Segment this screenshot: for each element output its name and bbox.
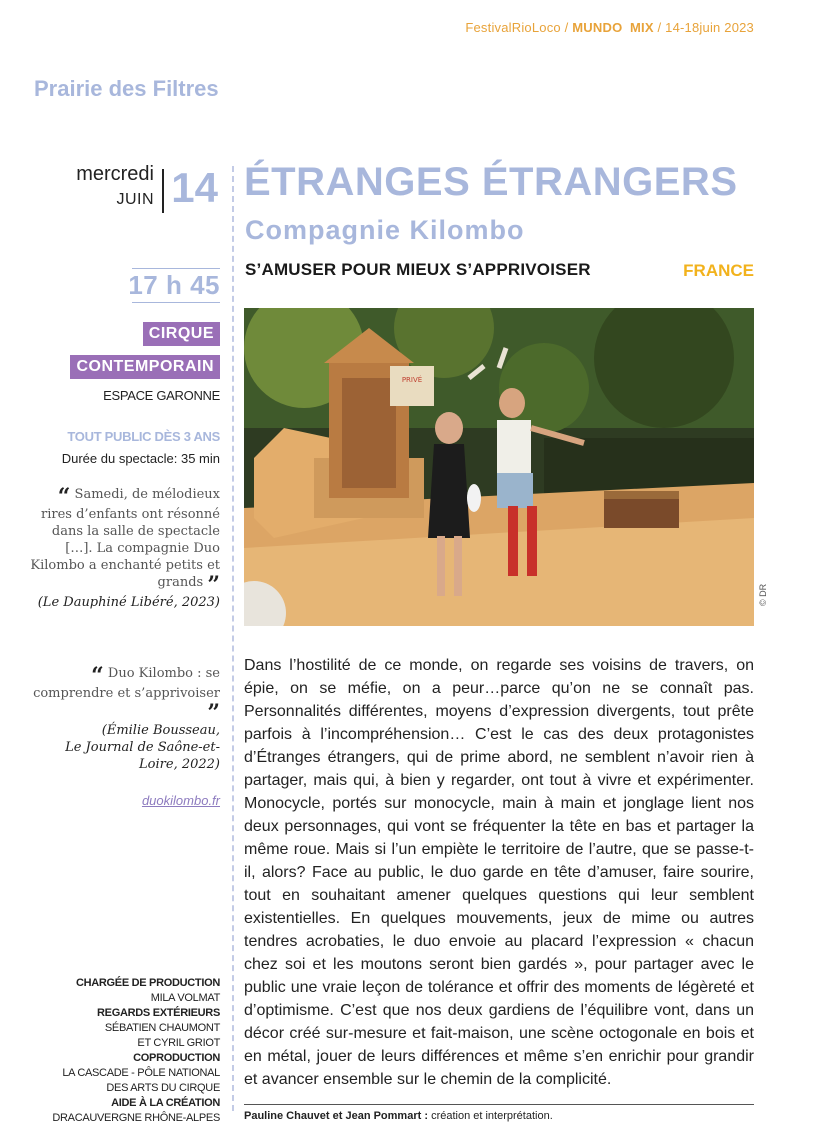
- credit-role: AIDE À LA CRÉATION: [111, 1097, 220, 1109]
- column-divider: [232, 166, 234, 1111]
- date-number: 14: [171, 164, 218, 211]
- show-photo: [244, 308, 754, 626]
- show-title: ÉTRANGES ÉTRANGERS: [244, 160, 738, 204]
- performer-role: création et interprétation.: [431, 1110, 553, 1122]
- credit-role: CHARGÉE DE PRODUCTION: [75, 977, 220, 989]
- venue-name: Prairie des Filtres: [34, 76, 219, 101]
- performer-names: Pauline Chauvet et Jean Pommart :: [244, 1110, 428, 1122]
- date-month: JUIN: [116, 191, 154, 208]
- credit-name: LA CASCADE - PÔLE NATIONAL: [62, 1067, 220, 1079]
- photo-copyright: © DR: [758, 583, 768, 606]
- performers-credit: [244, 1110, 553, 1122]
- press-quote-2: [30, 665, 220, 773]
- festival-header: [465, 20, 754, 35]
- show-time: 17 h 45: [128, 270, 220, 300]
- credit-role: COPRODUCTION: [133, 1052, 220, 1064]
- time-rule-top: [132, 268, 220, 269]
- quote-2-text: Duo Kilombo : se comprendre et s’apprivoiser: [33, 666, 220, 701]
- quote-1-source: (Le Dauphiné Libéré, 2023): [37, 595, 220, 610]
- credit-name: DES ARTS DU CIRQUE: [106, 1082, 220, 1094]
- press-quote-1: [30, 486, 220, 611]
- date-divider: [162, 169, 164, 213]
- genre-tag-contemporain: CONTEMPORAIN: [70, 355, 220, 379]
- festival-name: FestivalRioLoco /: [465, 20, 569, 35]
- performance-space: ESPACE GARONNE: [103, 388, 220, 403]
- credit-name: DRACAUVERGNE RHÔNE-ALPES: [52, 1112, 220, 1124]
- show-country: FRANCE: [683, 261, 754, 280]
- genre-tag-cirque: CIRQUE: [143, 322, 220, 346]
- open-quote-icon: “: [91, 663, 104, 689]
- open-quote-icon: “: [57, 484, 71, 510]
- close-quote-icon: ”: [207, 572, 220, 598]
- quote-2-publication: Le Journal de Saône-et-Loire, 2022): [65, 740, 220, 772]
- show-description: Dans l’hostilité de ce monde, on regarde ses voisins de travers, on épie, on se méfie, on a peur…parce qu’on ne se connaît pas. Personnalités différentes, moyens d’expression divergents, tout prête parfois à l’incompréhension… C’est le cas des deux protagonistes d’Étranges étrangers, qui de prime abord, ne semblent n’avoir rien à partager, mais qui, à bien y regarder, ont tout à vivre et expérimenter. Monocycle, portés sur monocycle, main à main et jonglage lient nos deux personnages, qui vont se fréquenter la tête en bas et partager la même roue. Mais si l’un empiète le territoire de l’autre, que se passe-t-il, alors? Face au public, le duo garde en tête d’amuser, faire sourire, tout en souhaitant amener quelques questions qui leur semblent existentielles. En quelques mouvements, jeux de mime ou autres tendres acrobaties, le duo envoie au placard l’expression « chacun chez soi et les moutons seront bien gardés », pour partager avec le public une vraie leçon de tolérance et offrir des moments de légèreté et d’optimisme. C’est que nos deux gardiens de l’équilibre vont, dans un décor créé sur-mesure et fait-maison, une scène octogonale en bois et en métal, jouer de leurs différences et même s’en enrichir pour grandir et avancer ensemble sur le chemin de la complicité.: [244, 657, 754, 1088]
- audience-info: TOUT PUBLIC DÈS 3 ANS: [67, 429, 220, 444]
- date-block: [40, 163, 220, 219]
- company-name: Compagnie Kilombo: [245, 215, 525, 245]
- festival-mundo: MUNDO: [572, 20, 623, 35]
- duration-info: Durée du spectacle: 35 min: [61, 451, 220, 466]
- photo-sign-text: PRIVÉ: [401, 376, 423, 384]
- credit-name: MILA VOLMAT: [150, 992, 220, 1004]
- credit-role: REGARDS EXTÉRIEURS: [97, 1007, 220, 1019]
- festival-mix: MIX: [630, 20, 654, 35]
- date-day: mercredi: [76, 163, 154, 185]
- show-tagline: S’AMUSER POUR MIEUX S’APPRIVOISER: [245, 260, 591, 279]
- credits-block: [20, 976, 220, 1126]
- quote-2-author: (Émilie Bousseau,: [101, 723, 220, 738]
- time-rule-bottom: [132, 302, 220, 303]
- bottom-rule: [244, 1104, 754, 1105]
- credit-name: ET CYRIL GRIOT: [137, 1037, 220, 1049]
- close-quote-icon: ”: [207, 700, 220, 726]
- company-website-link[interactable]: duokilombo.fr: [141, 793, 220, 808]
- festival-dates: / 14-18juin 2023: [657, 20, 754, 35]
- credit-name: SÉBATIEN CHAUMONT: [104, 1022, 220, 1034]
- quote-1-text: Samedi, de mélodieux rires d’enfants ont résonné dans la salle de spectacle […]. La compagnie Duo Kilombo a enchanté petits et grands: [30, 487, 220, 590]
